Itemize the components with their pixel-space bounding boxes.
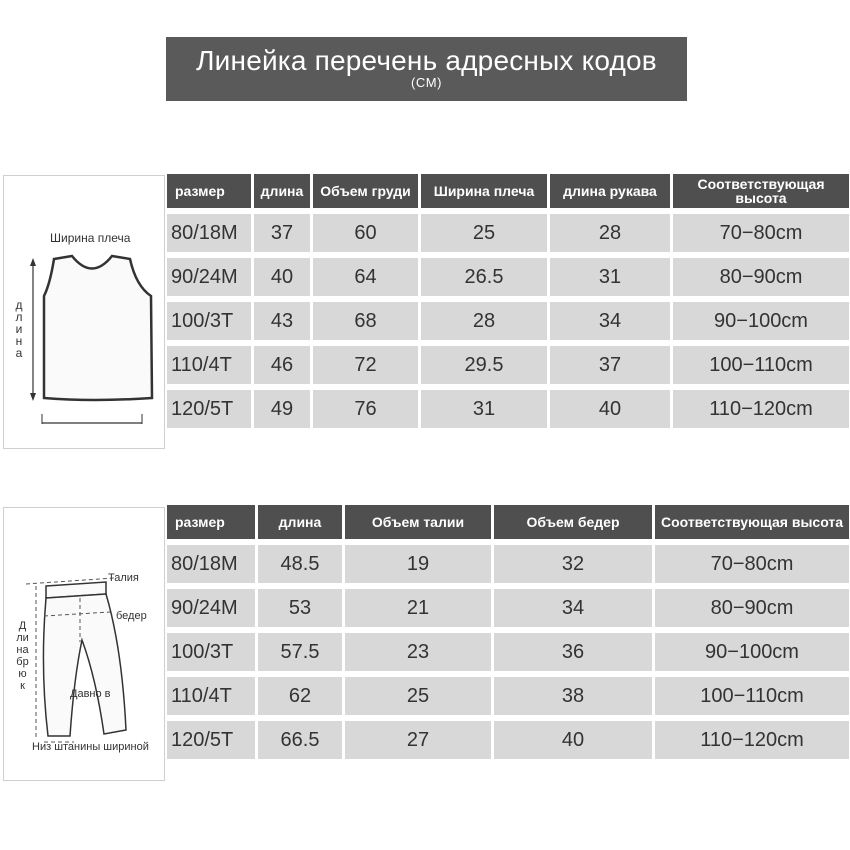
cell-length: 40 xyxy=(254,258,310,296)
cell-length: 62 xyxy=(258,677,342,715)
unit-label: (CM) xyxy=(411,75,442,90)
pants-diagram xyxy=(3,507,165,781)
table-row xyxy=(167,721,849,759)
cell-size: 110/4T xyxy=(167,346,251,384)
cell-shoulder: 28 xyxy=(421,302,547,340)
pants-length-label: Длина брюк xyxy=(16,620,29,692)
cell-height: 80−90cm xyxy=(655,589,849,627)
cell-length: 49 xyxy=(254,390,310,428)
cell-waist: 21 xyxy=(345,589,491,627)
cell-size: 100/3T xyxy=(167,302,251,340)
cell-height: 90−100cm xyxy=(673,302,849,340)
waist-label: Талия xyxy=(108,572,139,584)
cell-size: 90/24M xyxy=(167,258,251,296)
cell-size: 110/4T xyxy=(167,677,255,715)
cell-size: 90/24M xyxy=(167,589,255,627)
cell-length: 37 xyxy=(254,214,310,252)
table-row xyxy=(167,633,849,671)
header-height: Соответствующая высота xyxy=(655,505,849,539)
title-banner xyxy=(166,37,687,101)
cell-shoulder: 26.5 xyxy=(421,258,547,296)
cell-length: 53 xyxy=(258,589,342,627)
cell-waist: 25 xyxy=(345,677,491,715)
cell-height: 70−80cm xyxy=(655,545,849,583)
cell-size: 80/18M xyxy=(167,545,255,583)
top-size-table xyxy=(164,168,850,434)
cell-length: 46 xyxy=(254,346,310,384)
header-size: размер xyxy=(167,174,251,208)
rise-label: Давно в xyxy=(70,688,111,700)
cell-height: 110−120cm xyxy=(673,390,849,428)
cell-shoulder: 25 xyxy=(421,214,547,252)
page-title: Линейка перечень адресных кодов xyxy=(196,45,657,76)
hem-width-label: Низ штанины шириной xyxy=(32,741,149,753)
cell-size: 120/5T xyxy=(167,721,255,759)
header-size: размер xyxy=(167,505,255,539)
cell-length: 57.5 xyxy=(258,633,342,671)
header-hip: Объем бедер xyxy=(494,505,652,539)
cell-waist: 27 xyxy=(345,721,491,759)
cell-hip: 40 xyxy=(494,721,652,759)
cell-height: 80−90cm xyxy=(673,258,849,296)
hip-label: бедер xyxy=(116,610,147,622)
table-row xyxy=(167,302,849,340)
cell-chest: 64 xyxy=(313,258,418,296)
cell-height: 90−100cm xyxy=(655,633,849,671)
cell-hip: 34 xyxy=(494,589,652,627)
header-shoulder: Ширина плеча xyxy=(421,174,547,208)
cell-sleeve: 37 xyxy=(550,346,670,384)
vest-illustration xyxy=(4,176,166,450)
cell-sleeve: 34 xyxy=(550,302,670,340)
table-row xyxy=(167,589,849,627)
header-sleeve: длина рукава xyxy=(550,174,670,208)
cell-sleeve: 40 xyxy=(550,390,670,428)
cell-sleeve: 28 xyxy=(550,214,670,252)
cell-height: 100−110cm xyxy=(673,346,849,384)
bottom-size-table xyxy=(164,499,850,765)
cell-hip: 38 xyxy=(494,677,652,715)
cell-waist: 23 xyxy=(345,633,491,671)
cell-shoulder: 29.5 xyxy=(421,346,547,384)
cell-height: 70−80cm xyxy=(673,214,849,252)
table-row xyxy=(167,677,849,715)
cell-chest: 76 xyxy=(313,390,418,428)
cell-shoulder: 31 xyxy=(421,390,547,428)
table-row xyxy=(167,346,849,384)
table-header-row xyxy=(167,505,849,539)
cell-chest: 68 xyxy=(313,302,418,340)
vest-shape xyxy=(44,256,152,400)
table-row xyxy=(167,545,849,583)
pants-shape xyxy=(43,594,126,736)
cell-sleeve: 31 xyxy=(550,258,670,296)
table-row xyxy=(167,258,849,296)
cell-chest: 72 xyxy=(313,346,418,384)
length-label: длина xyxy=(12,298,26,358)
cell-length: 43 xyxy=(254,302,310,340)
table-row xyxy=(167,390,849,428)
cell-height: 100−110cm xyxy=(655,677,849,715)
cell-size: 120/5T xyxy=(167,390,251,428)
cell-chest: 60 xyxy=(313,214,418,252)
cell-length: 48.5 xyxy=(258,545,342,583)
cell-size: 80/18M xyxy=(167,214,251,252)
cell-length: 66.5 xyxy=(258,721,342,759)
cell-hip: 36 xyxy=(494,633,652,671)
shoulder-width-label: Ширина плеча xyxy=(50,231,131,245)
header-chest: Объем груди xyxy=(313,174,418,208)
header-length: длина xyxy=(254,174,310,208)
vest-diagram xyxy=(3,175,165,449)
header-length: длина xyxy=(258,505,342,539)
cell-waist: 19 xyxy=(345,545,491,583)
cell-hip: 32 xyxy=(494,545,652,583)
table-header-row xyxy=(167,174,849,208)
cell-size: 100/3T xyxy=(167,633,255,671)
cell-height: 110−120cm xyxy=(655,721,849,759)
header-waist: Объем талии xyxy=(345,505,491,539)
header-height: Соответствующая высота xyxy=(673,174,849,208)
table-row xyxy=(167,214,849,252)
